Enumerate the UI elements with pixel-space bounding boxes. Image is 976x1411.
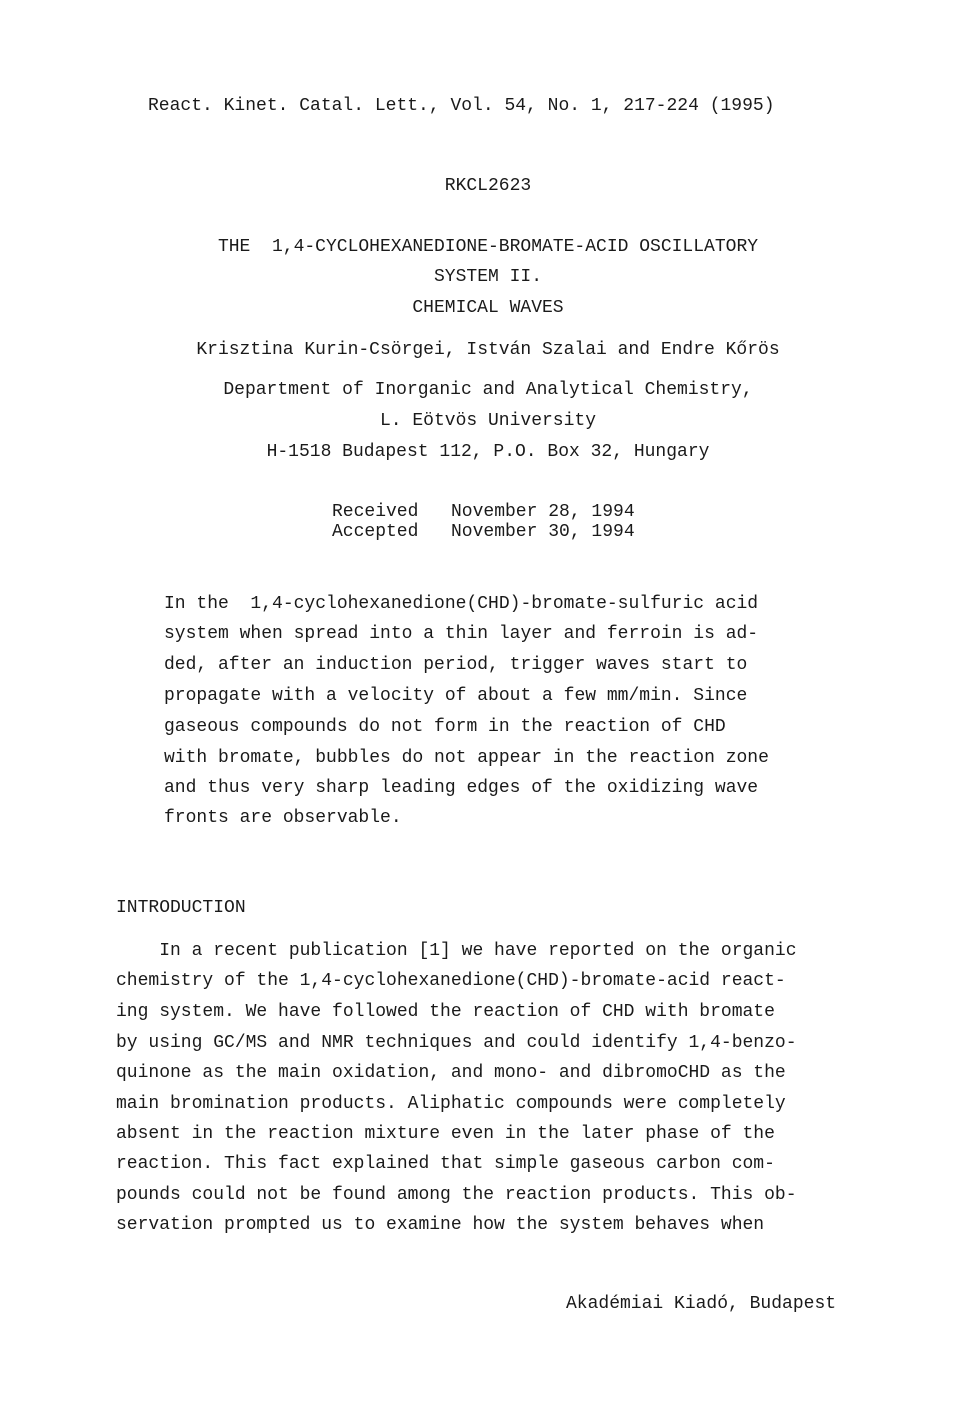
body-line: chemistry of the 1,4-cyclohexanedione(CHD)-bromate-acid react- [116,971,786,991]
article-code: RKCL2623 [444,176,532,196]
affiliation-line-1: Department of Inorganic and Analytical Chemistry, [223,380,753,400]
body-line: In a recent publication [1] we have reported on the organic [116,941,797,961]
body-line: absent in the reaction mixture even in the later phase of the [116,1124,775,1144]
abstract-line: and thus very sharp leading edges of the oxidizing wave [164,778,759,798]
abstract-line: fronts are observable. [164,808,402,828]
title-line-3: CHEMICAL WAVES [412,298,564,318]
affiliation-line-2: L. Eötvös University [379,411,597,431]
abstract-line: gaseous compounds do not form in the reaction of CHD [164,717,726,737]
abstract-line: system when spread into a thin layer and ferroin is ad- [164,624,759,644]
body-line: reaction. This fact explained that simple gaseous carbon com- [116,1154,775,1174]
authors: Krisztina Kurin-Csörgei, István Szalai and Endre Kőrös [196,340,780,360]
body-line: servation prompted us to examine how the system behaves when [116,1215,765,1235]
body-line: main bromination products. Aliphatic compounds were completely [116,1094,786,1114]
section-heading-introduction: INTRODUCTION [116,898,246,918]
abstract-line: with bromate, bubbles do not appear in the reaction zone [164,748,769,768]
affiliation-line-3: H-1518 Budapest 112, P.O. Box 32, Hungary [266,442,710,462]
accepted-date: November 30, 1994 [451,522,635,542]
body-line: by using GC/MS and NMR techniques and could identify 1,4-benzo- [116,1033,797,1053]
journal-citation: React. Kinet. Catal. Lett., Vol. 54, No. 1, 217-224 (1995) [148,96,775,116]
abstract-line: In the 1,4-cyclohexanedione(CHD)-bromate-sulfuric acid [164,594,759,614]
body-line: ing system. We have followed the reaction of CHD with bromate [116,1002,775,1022]
abstract-line: propagate with a velocity of about a few mm/min. Since [164,686,748,706]
received-date: November 28, 1994 [451,502,635,522]
title-line-2: SYSTEM II. [433,267,543,287]
publisher-footer: Akadémiai Kiadó, Budapest [566,1294,837,1314]
received-label: Received [332,502,419,522]
body-line: quinone as the main oxidation, and mono- and dibromoCHD as the [116,1063,786,1083]
abstract-line: ded, after an induction period, trigger waves start to [164,655,748,675]
title-line-1: THE 1,4-CYCLOHEXANEDIONE-BROMATE-ACID OSCILLATORY [217,237,759,257]
body-line: pounds could not be found among the reaction products. This ob- [116,1185,797,1205]
accepted-label: Accepted [332,522,419,542]
